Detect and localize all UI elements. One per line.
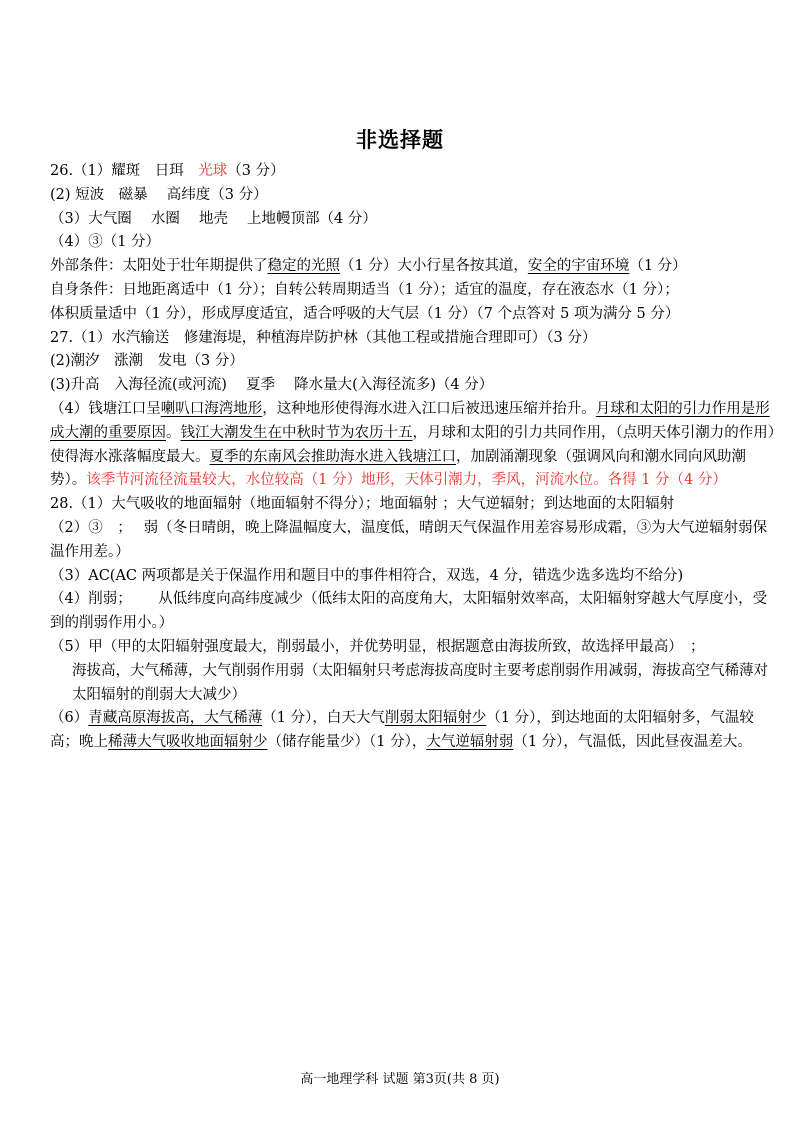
q27-p4-underline-c: 钱江大潮发生在中秋时节为农历十五 <box>180 424 413 441</box>
q26-external-conditions <box>50 255 780 279</box>
q26-ext-underline-a: 稳定的光照 <box>267 258 340 275</box>
q27-p4-underline-b: 月球和太阳的引力作用是形成大潮的重要原因 <box>50 400 770 441</box>
page-footer: 高一地理学科 试题 第3页(共 8 页) <box>300 1072 500 1087</box>
q26-volume-mass: 体积质量适中（1 分），形成厚度适宜，适合呼吸的大气层（1 分）（7 个点答对 5 项为满分 5 分） <box>50 305 680 322</box>
q27-part2: (2)潮汐 涨潮 发电（3 分） <box>50 353 244 370</box>
q26-part1-red-answer: 光球 <box>198 163 228 179</box>
q28-p6-underline-c: 稀薄大气吸收地面辐射少 <box>108 734 268 751</box>
q26-ext-text-c: （1 分） <box>629 258 687 275</box>
q26-ext-underline-b: 安全的宇宙环境 <box>527 258 630 275</box>
q28-part3: （3）AC(AC 两项都是关于保温作用和题目中的事件相符合，双选，4 分，错选少选多选均不给分) <box>50 567 684 584</box>
q28-p6-text-b: （1 分），白天大气 <box>262 710 385 727</box>
q27-p4-text-a: （4）钱塘江口呈 <box>50 400 161 417</box>
q27-p4-underline-a: 喇叭口海湾地形 <box>160 400 263 417</box>
q28-p6-underline-a: 青藏高原海拔高，大气稀薄 <box>88 710 263 727</box>
q26-part1 <box>50 160 780 184</box>
q27-p4-underline-d: 夏季的东南风会推助海水进入钱塘江口 <box>209 448 456 465</box>
q28-p6-text-d: （储存能量少）（1 分）， <box>267 734 427 751</box>
q28-p6-text-e: （1 分），气温低，因此昼夜温差大。 <box>513 734 752 751</box>
q27-part3: (3)升高 入海径流(或河流) 夏季 降水量大(入海径流多)（4 分） <box>50 377 494 394</box>
q28-part5-body: 海拔高，大气稀薄，大气削弱作用弱（太阳辐射只考虑海拔高度时主要考虑削弱作用减弱，海拔高空气稀薄对太阳辐射的削弱大大减少） <box>72 662 768 703</box>
q26-part1-score: （3 分） <box>227 163 285 179</box>
q26-part4: （4）③（1 分） <box>50 234 161 251</box>
answer-content <box>50 160 780 755</box>
q28-part6 <box>50 707 780 755</box>
q28-part1: 28.（1）大气吸收的地面辐射（地面辐射不得分）；地面辐射 ；大气逆辐射；到达地面的太阳辐射 <box>50 496 675 513</box>
q26-part2: (2) 短波 磁暴 高纬度（3 分） <box>50 186 268 203</box>
q27-p4-text-e: ，加剧涌潮现象（强调风向和潮水同向风助潮势）。 <box>50 448 746 489</box>
q27-part1: 27.（1）水汽输送 修建海堤，种植海岸防护林（其他工程或措施合理即可）（3 分） <box>50 329 597 346</box>
q27-p4-text-c: 。 <box>166 424 181 441</box>
q26-self-conditions: 自身条件：日地距离适中（1 分）；自转公转周期适当（1 分）；适宜的温度，存在液态水（1 分）； <box>50 281 679 298</box>
q28-p6-underline-d: 大气逆辐射弱 <box>426 734 514 751</box>
q26-part1-text: 26.（1）耀斑 日珥 <box>50 163 199 179</box>
q28-part4: （4）削弱； 从低纬度向高纬度减少（低纬太阳的高度角大，太阳辐射效率高，太阳辐射穿越大气厚度小，受到的削弱作用小。） <box>50 591 768 632</box>
q26-ext-text-b: （1 分）大小行星各按其道， <box>340 258 528 275</box>
q28-part5-head: （5）甲（甲的太阳辐射强度最大，削弱最小，并优势明显，根据题意由海拔所致，故选择甲最高） ； <box>50 638 705 655</box>
q27-part4 <box>50 398 780 493</box>
q27-p4-text-d: ，月球和太阳的引力共同作用，（点明天体引潮力的作用）使得海水涨落幅度最大。 <box>50 424 775 465</box>
q26-part3: （3）大气圈 水圈 地壳 上地幔顶部（4 分） <box>50 210 377 227</box>
q28-p6-underline-b: 削弱太阳辐射少 <box>384 710 487 727</box>
q28-p6-text-a: （6） <box>50 710 89 727</box>
q28-p6-text-c: （1 分），到达地面的太阳辐射多，气温较高；晚上 <box>50 710 754 751</box>
q27-p4-red-scoring: 该季节河流径流量较大，水位较高（1 分）地形，天体引潮力，季风，河流水位。各得 1 分（4 分） <box>86 472 727 489</box>
q27-p4-text-b: ，这种地形使得海水进入江口后被迅速压缩并抬升。 <box>262 400 596 417</box>
q28-part2: （2）③ ； 弱（冬日晴朗，晚上降温幅度大，温度低，晴朗天气保温作用差容易形成霜，③为大气逆辐射弱保温作用差。） <box>50 519 768 560</box>
q26-ext-text-a: 外部条件：太阳处于壮年期提供了 <box>50 258 268 275</box>
page-title: 非选择题 <box>356 128 444 152</box>
